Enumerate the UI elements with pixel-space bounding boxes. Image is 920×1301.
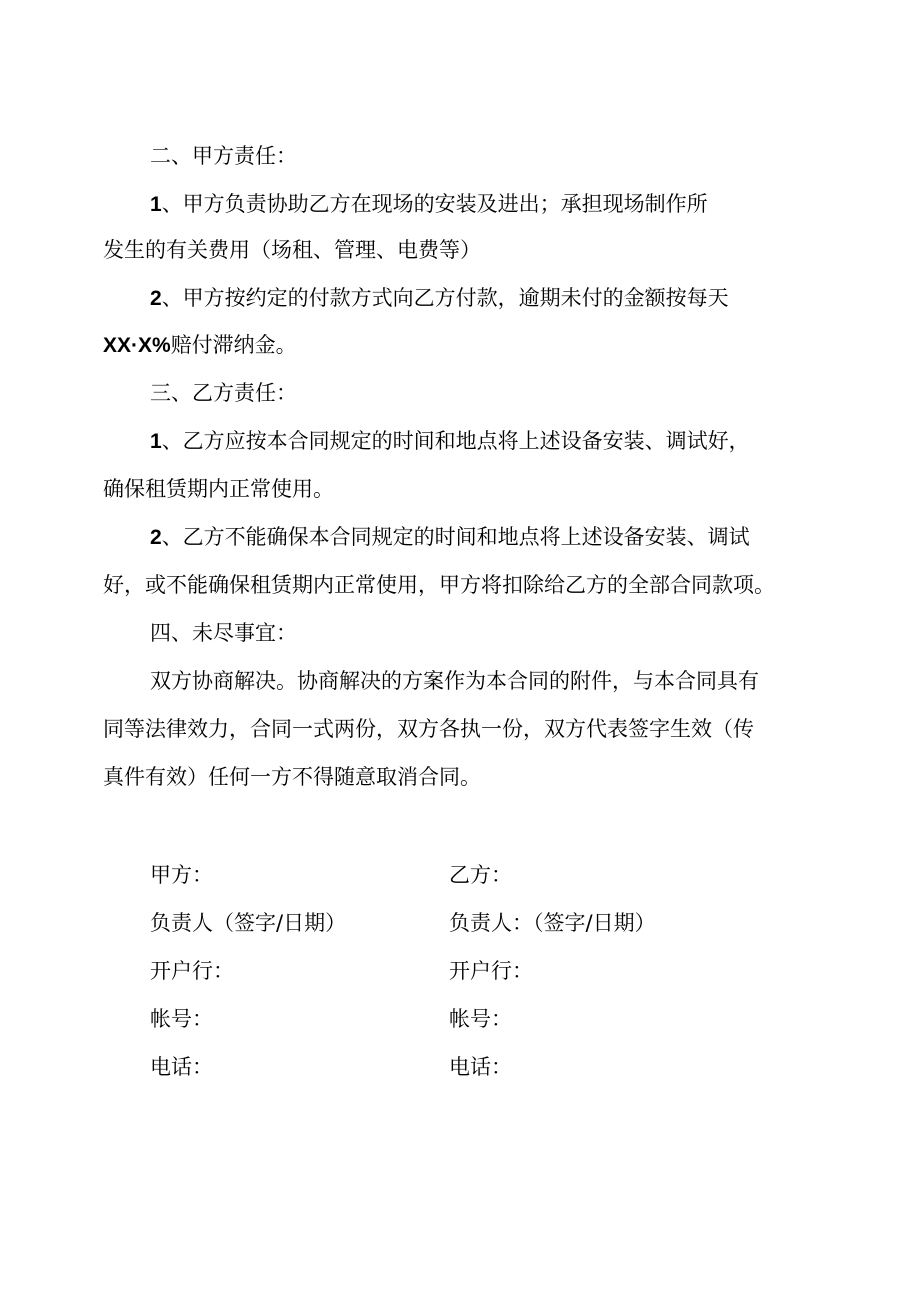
- party-b-phone: 电话：: [449, 1055, 512, 1079]
- item-text: 、甲方按约定的付款方式向乙方付款，逾期未付的金额按每天: [161, 286, 729, 310]
- item-number: 2: [150, 526, 162, 549]
- item-text: 赔付滞纳金。: [170, 333, 297, 357]
- section-2-heading: 二、甲方责任：: [150, 144, 297, 168]
- section-4-line-2: 同等法律效力，合同一式两份，双方各执一份，双方代表签字生效（传: [103, 717, 754, 741]
- item-number: 1: [150, 193, 162, 216]
- item-number: 1: [150, 430, 162, 453]
- section-3-item-2-line-2: 好，或不能确保租赁期内正常使用，甲方将扣除给乙方的全部合同款项。: [103, 573, 775, 597]
- section-3-heading: 三、乙方责任：: [150, 381, 297, 405]
- section-3-item-1-line-2: 确保租赁期内正常使用。: [103, 477, 334, 501]
- party-b-account: 帐号：: [449, 1007, 512, 1031]
- section-2-item-1-line-1: [150, 190, 708, 219]
- section-3-item-2-line-1: [150, 523, 750, 552]
- section-2-item-2-line-2: [103, 331, 297, 360]
- section-4-line-3: 真件有效）任何一方不得随意取消合同。: [103, 765, 481, 789]
- item-text: 、甲方负责协助乙方在现场的安装及进出；承担现场制作所: [161, 192, 708, 216]
- section-4-line-1: 双方协商解决。协商解决的方案作为本合同的附件，与本合同具有: [150, 669, 759, 693]
- late-fee-rate: XX·X%: [103, 334, 171, 357]
- item-text: 、乙方应按本合同规定的时间和地点将上述设备安装、调试好，: [161, 429, 750, 453]
- party-b-label: 乙方：: [449, 863, 512, 887]
- item-text: 、乙方不能确保本合同规定的时间和地点将上述设备安装、调试: [161, 525, 750, 549]
- item-number: 2: [150, 287, 162, 310]
- party-b-bank: 开户行：: [449, 959, 533, 983]
- party-b-responsible: 负责人：（签字/日期）: [449, 911, 656, 935]
- section-2-item-1-line-2: 发生的有关费用（场租、管理、电费等）: [103, 238, 481, 262]
- section-2-item-2-line-1: [150, 284, 729, 313]
- section-3-item-1-line-1: [150, 427, 750, 456]
- party-a-account: 帐号：: [150, 1007, 213, 1031]
- party-a-bank: 开户行：: [150, 959, 234, 983]
- section-4-heading: 四、未尽事宜：: [150, 621, 297, 645]
- party-a-responsible: 负责人（签字/日期）: [150, 911, 347, 935]
- party-a-phone: 电话：: [150, 1055, 213, 1079]
- party-a-label: 甲方：: [150, 863, 213, 887]
